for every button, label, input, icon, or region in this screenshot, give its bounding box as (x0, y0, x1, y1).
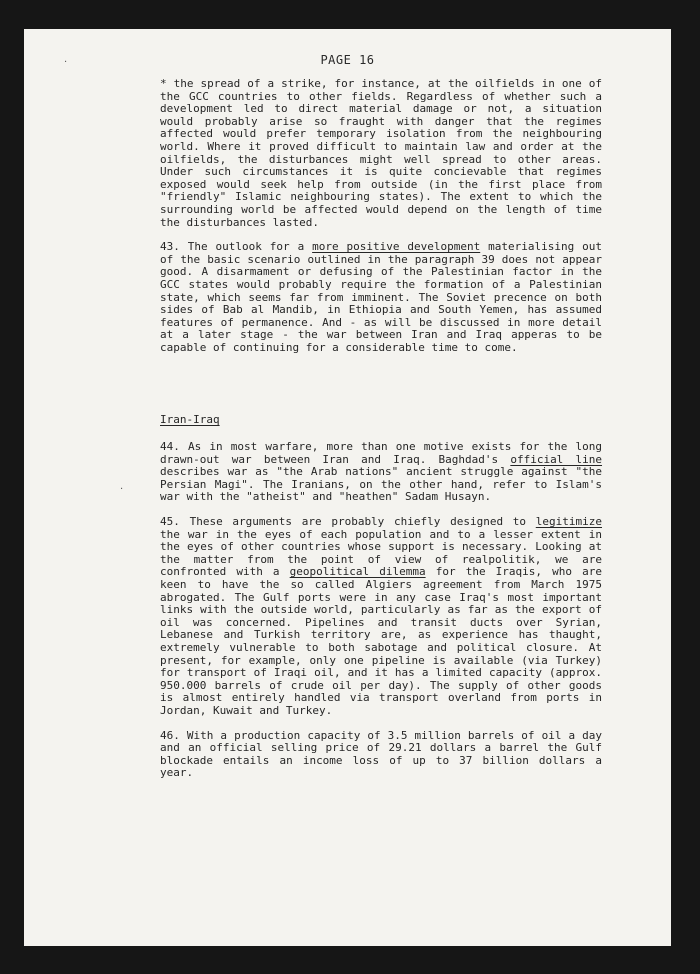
paragraph-number: 45. (160, 515, 180, 529)
paragraph-number: 46. (160, 728, 180, 742)
page-number: PAGE 16 (320, 53, 375, 67)
document-body (160, 78, 602, 792)
underlined-phrase: more positive development (312, 240, 481, 254)
paragraph-text: describes war as "the Arab nations" ancient struggle against "the Persian Magi". The Iranians, on the other hand, refer to Islam's war with the "atheist" and "heathen" Sadam Husayn. (160, 465, 602, 504)
paragraph-text: With a production capacity of 3.5 million barrels of oil a day and an official selling price of 29.21 dollars a barrel the Gulf blockade entails an income loss of up to 37 billion dollars a year. (160, 728, 602, 780)
paragraph-number: 43. (160, 240, 180, 254)
paragraph-44 (160, 441, 602, 504)
paragraph-text: for the Iraqis, who are keen to have the so called Algiers agreement from March 1975 abrogated. The Gulf ports were in any case Iraq's most important links with the outside world, particularly as far as the export of oil was concerned. Pipelines and transit ducts over Syrian, Lebanese and Turkish territory are, as experience has thaught, extremely vulnerable to both sabotage and political closure. At present, for example, only one pipeline is available (via Turkey) for transport of Iraqi oil, and it has a limited capacity (approx. 950.000 barrels of crude oil per day). The supply of other goods is almost entirely handled via transport overland from ports in Jordan, Kuwait and Turkey. (160, 565, 602, 717)
bullet-paragraph (160, 78, 602, 229)
paragraph-text: These arguments are probably chiefly designed to (189, 515, 527, 529)
paragraph-text: As in most warfare, more than one motive exists for the long drawn-out war between Iran and Iraq. Baghdad's (160, 440, 602, 466)
stray-mark: · (120, 484, 124, 495)
paragraph-text: The outlook for a (187, 240, 305, 254)
stray-mark: · (64, 57, 68, 68)
paragraph-text: materialising out of the basic scenario outlined in the paragraph 39 does not appear good. A disarmament or defusing of the Palestinian factor in the GCC states would probably require the formation of a Palestinian state, which seems far from imminent. The Soviet precence on both sides of Bab al Mandib, in Ethiopia and South Yemen, has assumed features of permanence. And - as will be discussed in more detail at a later stage - the war between Iran and Iraq apperas to be capable of continuing for a considerable time to come. (160, 240, 603, 354)
section-heading: Iran-Iraq (160, 413, 220, 427)
document-page (24, 29, 671, 946)
bullet-text: the spread of a strike, for instance, at the oilfields in one of the GCC countries to other fields. Regardless of whether such a development led to direct material damage or not, a situation would probably arise so fraught with danger that the regimes affected would prefer temporary isolation from the neighbouring world. Where it proved difficult to maintain law and order at the oilfields, the disturbances might well spread to other areas. Under such circumstances it is quite concievable that regimes exposed would seek help from outside (in the first place from "friendly" Islamic neighbouring states). The extent to which the surrounding world be affected would depend on the length of time the disturbances lasted. (160, 77, 602, 229)
underlined-phrase: legitimize (535, 515, 602, 529)
paragraph-number: 44. (160, 440, 180, 454)
paragraph-46 (160, 730, 602, 780)
underlined-phrase: geopolitical dilemma (289, 565, 426, 579)
paragraph-43 (160, 241, 602, 354)
bullet-mark: * (160, 77, 167, 90)
underlined-phrase: official line (510, 452, 603, 466)
paragraph-text: the war in the eyes of each population and to a lesser extent in the eyes of other countries whose support is necessary. Looking at the matter from the point of view of realpolitik, we are confronted with a (160, 527, 602, 579)
paragraph-45 (160, 516, 602, 718)
